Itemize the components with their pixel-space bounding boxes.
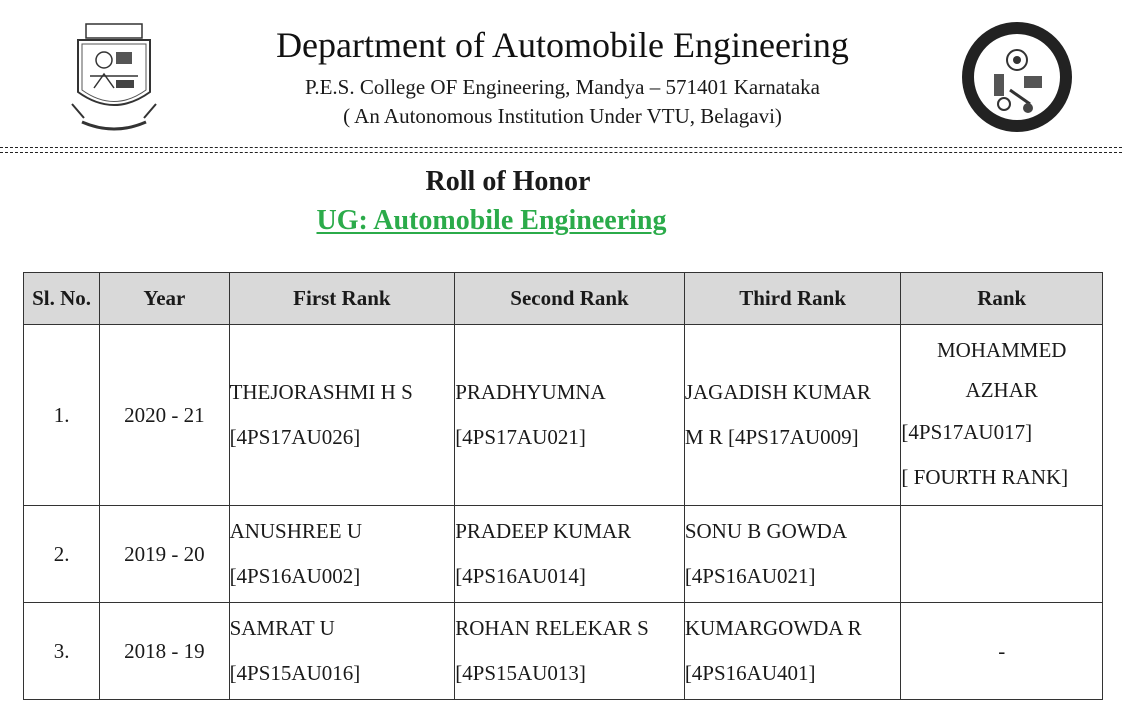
first-rank-cell (229, 603, 455, 700)
header-divider (0, 152, 1122, 153)
first-rank-cell (229, 325, 455, 506)
ug-program-title: UG: Automobile Engineering (316, 205, 667, 236)
student-name: ANUSHREE U (229, 519, 362, 543)
student-name: PRADEEP KUMAR (455, 519, 632, 543)
student-name: THEJORASHMI H S (229, 380, 413, 404)
student-name: SONU B GOWDA (684, 519, 847, 543)
header-divider (0, 147, 1122, 148)
column-header-year: Year (100, 273, 229, 325)
column-header-third-rank: Third Rank (684, 273, 901, 325)
sl-no-cell: 3. (24, 603, 100, 700)
student-name: JAGADISH KUMAR (684, 380, 871, 404)
roll-of-honor-title: Roll of Honor (425, 166, 591, 197)
second-rank-cell (455, 506, 685, 603)
department-title: Department of Automobile Engineering (276, 25, 849, 65)
student-usn: [4PS16AU401] (684, 661, 816, 685)
third-rank-cell (684, 325, 901, 506)
student-usn: [4PS15AU013] (455, 661, 586, 685)
third-rank-cell (684, 603, 901, 700)
year-cell: 2020 - 21 (100, 325, 229, 506)
letterhead (0, 0, 1122, 150)
student-usn: [4PS17AU021] (455, 425, 586, 449)
student-usn: [4PS16AU014] (455, 564, 586, 588)
roll-of-honor-table (23, 272, 1103, 700)
rank-cell: - (901, 603, 1103, 700)
column-header-rank: Rank (901, 273, 1103, 325)
student-usn: M R [4PS17AU009] (684, 425, 859, 449)
first-rank-cell (229, 506, 455, 603)
table-header-row (24, 273, 1103, 325)
table-row (24, 603, 1103, 700)
college-emblem-icon (64, 18, 164, 136)
student-usn: [4PS17AU017] (901, 420, 1033, 444)
sl-no-cell: 2. (24, 506, 100, 603)
third-rank-cell (684, 506, 901, 603)
year-cell: 2018 - 19 (100, 603, 229, 700)
automobile-dept-emblem-icon (958, 18, 1076, 136)
student-name: AZHAR (965, 378, 1038, 402)
table-row (24, 325, 1103, 506)
student-usn: [4PS16AU021] (684, 564, 816, 588)
rank-cell (901, 506, 1103, 603)
autonomous-note: ( An Autonomous Institution Under VTU, Belagavi) (343, 104, 782, 128)
student-name: SAMRAT U (229, 616, 335, 640)
student-usn: [4PS16AU002] (229, 564, 361, 588)
student-name: MOHAMMED (936, 338, 1067, 362)
second-rank-cell (455, 325, 685, 506)
column-header-sl-no: Sl. No. (24, 273, 100, 325)
student-name: KUMARGOWDA R (684, 616, 862, 640)
year-cell: 2019 - 20 (100, 506, 229, 603)
second-rank-cell (455, 603, 685, 700)
college-address: P.E.S. College OF Engineering, Mandya – 571401 Karnataka (305, 75, 820, 99)
student-name: PRADHYUMNA (455, 380, 606, 404)
table-row (24, 506, 1103, 603)
column-header-second-rank: Second Rank (455, 273, 685, 325)
student-name: ROHAN RELEKAR S (455, 616, 649, 640)
student-usn: [4PS17AU026] (229, 425, 361, 449)
rank-note: [ FOURTH RANK] (901, 465, 1069, 489)
column-header-first-rank: First Rank (229, 273, 455, 325)
student-usn: [4PS15AU016] (229, 661, 361, 685)
sl-no-cell: 1. (24, 325, 100, 506)
fourth-rank-cell (901, 325, 1103, 506)
